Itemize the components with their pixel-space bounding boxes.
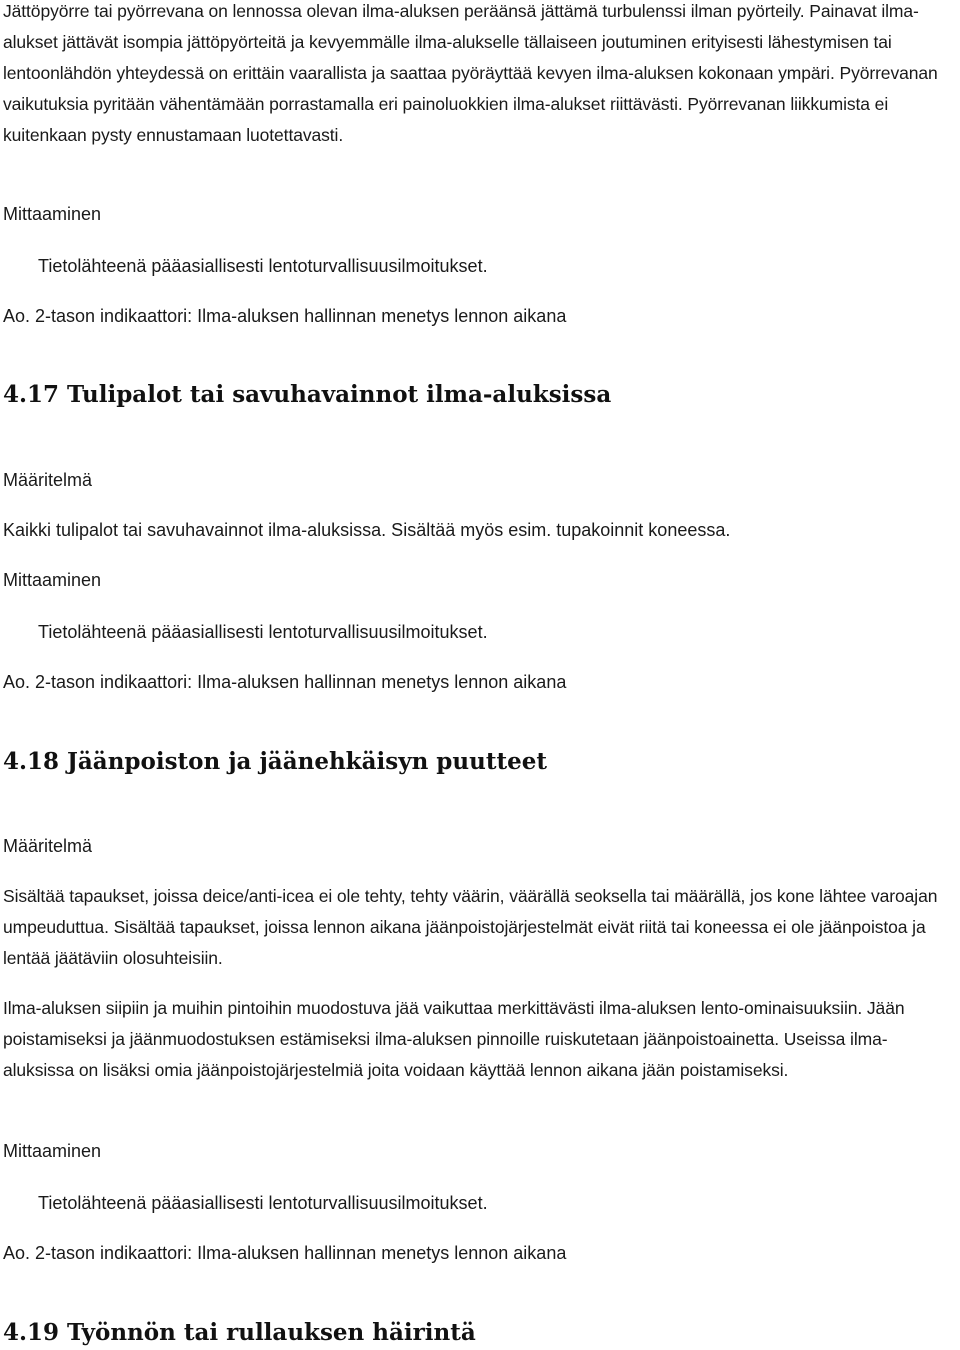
section-418-indicator-block bbox=[3, 1241, 958, 1265]
section-417-heading: 4.17 Tulipalot tai savuhavainnot ilma-aluksissa bbox=[3, 381, 612, 408]
section-417-indicator-block bbox=[3, 670, 958, 694]
intro-indicator-block bbox=[3, 304, 958, 328]
section-418-definition-p2-block bbox=[3, 993, 958, 1086]
intro-measurement-label: Mittaaminen bbox=[3, 204, 102, 224]
section-417-definition-label: Määritelmä bbox=[3, 470, 93, 490]
section-417-indicator: Ao. 2-tason indikaattori: Ilma-aluksen hallinnan menetys lennon aikana bbox=[3, 672, 567, 692]
section-418-definition-p1-block bbox=[3, 881, 958, 974]
section-419-heading-block bbox=[3, 1318, 958, 1348]
intro-indicator: Ao. 2-tason indikaattori: Ilma-aluksen hallinnan menetys lennon aikana bbox=[3, 306, 567, 326]
section-418-definition-label: Määritelmä bbox=[3, 836, 93, 856]
section-418-heading: 4.18 Jäänpoiston ja jäänehkäisyn puutteet bbox=[3, 748, 547, 775]
section-418-definition-p2: Ilma-aluksen siipiin ja muihin pintoihin muodostuva jää vaikuttaa merkittävästi ilma-aluksen lento-ominaisuuksiin. Jään poistamiseksi ja jäänmuodostuksen estämiseksi ilma-aluksen pinnoille ruiskutetaan jäänpoistoainetta. Useissa ilma-aluksissa on lisäksi omia jäänpoistojärjestelmiä joita voidaan käyttää lennon aikana jään poistamiseksi. bbox=[3, 998, 905, 1080]
section-417-source-block bbox=[3, 620, 958, 644]
intro-source-block bbox=[3, 254, 958, 278]
section-418-heading-block bbox=[3, 747, 958, 777]
section-418-source: Tietolähteenä pääasiallisesti lentoturvallisuusilmoitukset. bbox=[38, 1193, 488, 1213]
section-417-measurement-label: Mittaaminen bbox=[3, 570, 102, 590]
section-418-measurement-label-block bbox=[3, 1139, 958, 1163]
section-417-heading-block bbox=[3, 380, 958, 410]
section-418-measurement-label: Mittaaminen bbox=[3, 1141, 102, 1161]
section-418-source-block bbox=[3, 1191, 958, 1215]
intro-measurement-label-block bbox=[3, 202, 958, 226]
intro-paragraph: Jättöpyörre tai pyörrevana on lennossa olevan ilma-aluksen peräänsä jättämä turbulenssi ilman pyörteily. Painavat ilma-alukset jättävät isompia jättöpyörteitä ja kevyemmälle ilma-alukselle tällaiseen joutuminen erityisesti lähestymisen tai lentoonlähdön yhteydessä on erittäin vaarallista ja saattaa pyöräyttää kevyen ilma-aluksen kokonaan ympäri. Pyörrevanan vaikutuksia pyritään vähentämään porrastamalla eri painoluokkien ilma-alukset riittävästi. Pyörrevanan liikkumista ei kuitenkaan pysty ennustamaan luotettavasti. bbox=[3, 1, 938, 145]
intro-source: Tietolähteenä pääasiallisesti lentoturvallisuusilmoitukset. bbox=[38, 256, 488, 276]
section-417-source: Tietolähteenä pääasiallisesti lentoturvallisuusilmoitukset. bbox=[38, 622, 488, 642]
section-417-definition: Kaikki tulipalot tai savuhavainnot ilma-aluksissa. Sisältää myös esim. tupakoinnit koneessa. bbox=[3, 520, 731, 540]
section-418-indicator: Ao. 2-tason indikaattori: Ilma-aluksen hallinnan menetys lennon aikana bbox=[3, 1243, 567, 1263]
section-417-measurement-label-block bbox=[3, 568, 958, 592]
section-418-definition-label-block bbox=[3, 834, 958, 858]
section-418-definition-p1: Sisältää tapaukset, joissa deice/anti-icea ei ole tehty, tehty väärin, väärällä seoksella tai määrällä, jos kone lähtee varoajan umpeuduttua. Sisältää tapaukset, joissa lennon aikana jäänpoistojärjestelmät eivät riitä tai koneessa ei ole jäänpoistoa ja lentää jäätäviin olosuhteisiin. bbox=[3, 886, 938, 968]
section-417-definition-label-block bbox=[3, 468, 958, 492]
section-417-definition-block bbox=[3, 518, 958, 542]
section-419-heading: 4.19 Työnnön tai rullauksen häirintä bbox=[3, 1319, 476, 1346]
